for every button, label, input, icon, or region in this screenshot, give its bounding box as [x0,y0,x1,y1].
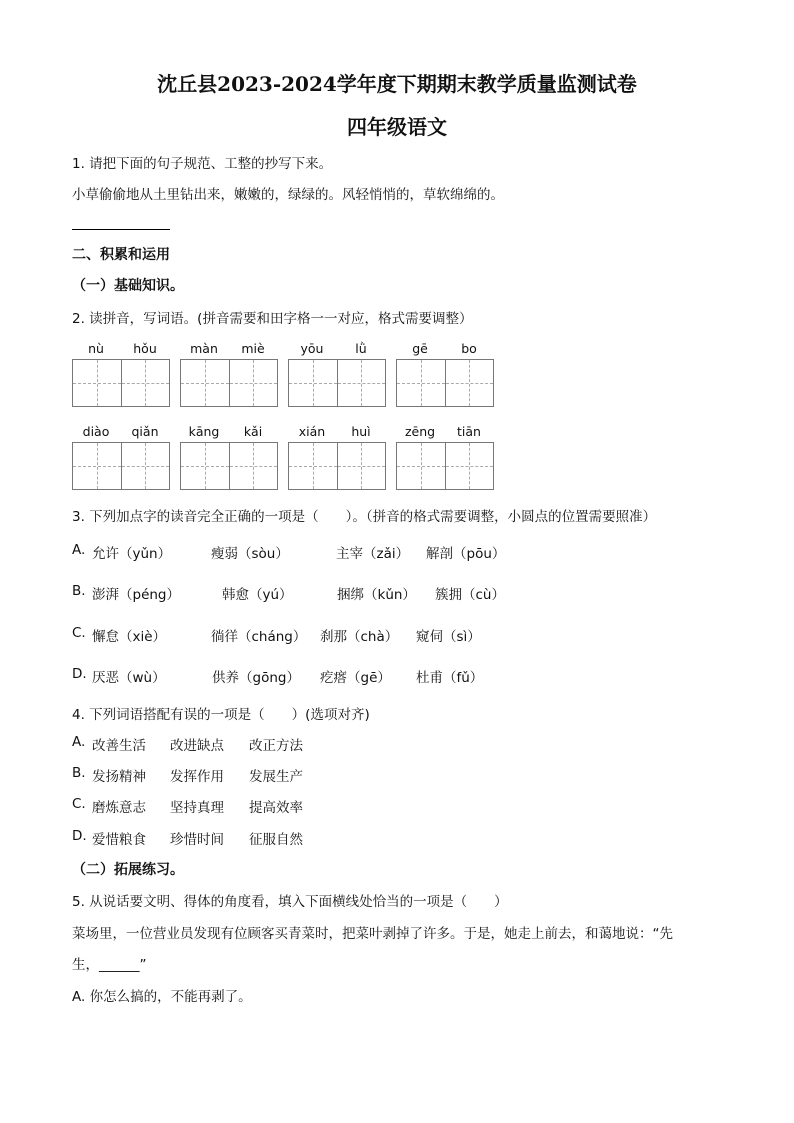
option-word: 徜徉（cháng） [211,629,307,645]
tianzige-grid[interactable] [396,442,494,490]
exam-title: 沈丘县2023-2024学年度下期期末教学质量监测试卷 [157,72,637,96]
q5-passage-line1: 菜场里，一位营业员发现有位顾客买青菜时，把菜叶剥掉了许多。于是，她走上前去，和蔼地说：“先 [72,926,673,942]
option-word: 供养（gōng） [212,670,300,686]
option-word: 簇拥（cù） [435,587,505,603]
option-word: 提高效率 [249,800,303,816]
tianzige-grid[interactable] [180,359,278,407]
option-word: 珍惜时间 [170,832,224,848]
q5-option-a: A. 你怎么搞的，不能再剥了。 [72,989,252,1005]
option-word: 澎湃（péng） [92,587,181,603]
option-word: 磨炼意志 [92,800,146,816]
option-word: 改善生活 [92,738,146,754]
option-word: 杜甫（fǔ） [416,670,484,686]
section2-heading: 二、积累和运用 [72,247,170,263]
pinyin-label: tiān [457,424,481,439]
q2-prompt: 2. 读拼音，写词语。(拼音需要和田字格一一对应，格式需要调整） [72,311,473,327]
pinyin-label: lǜ [355,341,367,356]
option-word: 爱惜粮食 [92,832,146,848]
q1-prompt: 1. 请把下面的句子规范、工整的抄写下来。 [72,156,333,172]
pinyin-label: gē [412,341,428,356]
option-letter: A. [72,734,86,750]
tianzige-grid[interactable] [72,359,170,407]
option-word: 征服自然 [249,832,303,848]
option-word: 改正方法 [249,738,303,754]
q4-prompt: 4. 下列词语搭配有误的一项是（ ）(选项对齐) [72,707,370,723]
answer-line [72,229,170,230]
pinyin-label: nù [88,341,104,356]
option-word: 主宰（zǎi） [336,546,410,562]
pinyin-label: bo [461,341,477,356]
pinyin-label: kāng [188,424,220,439]
tianzige-grid[interactable] [288,442,386,490]
pinyin-label: huì [351,424,371,439]
option-word: 疙瘩（gē） [320,670,391,686]
q5-prompt: 5. 从说话要文明、得体的角度看，填入下面横线处恰当的一项是（ ） [72,894,508,910]
section2-sub2: （二）拓展练习。 [72,862,184,878]
option-word: 发展生产 [249,769,303,785]
option-word: 解剖（pōu） [426,546,506,562]
pinyin-label: diào [82,424,110,439]
option-letter: D. [72,828,87,844]
pinyin-label: qiǎn [131,424,159,439]
tianzige-grid[interactable] [288,359,386,407]
option-word: 发挥作用 [170,769,224,785]
option-letter: C. [72,625,86,641]
tianzige-grid[interactable] [180,442,278,490]
tianzige-grid[interactable] [72,442,170,490]
option-letter: C. [72,796,86,812]
section2-sub1: （一）基础知识。 [72,278,184,294]
pinyin-label: zēng [404,424,436,439]
option-word: 允许（yǔn） [92,546,172,562]
option-word: 改进缺点 [170,738,224,754]
option-letter: B. [72,765,86,781]
option-word: 厌恶（wù） [92,670,166,686]
pinyin-label: yōu [300,341,324,356]
option-letter: A. [72,542,86,558]
pinyin-label: xián [298,424,326,439]
option-word: 刹那（chà） [320,629,399,645]
tianzige-grid[interactable] [396,359,494,407]
option-word: 捆绑（kǔn） [337,587,416,603]
pinyin-label: kǎi [243,424,263,439]
option-word: 发扬精神 [92,769,146,785]
option-word: 窥伺（sì） [416,629,481,645]
option-word: 坚持真理 [170,800,224,816]
option-letter: D. [72,666,87,682]
q5-passage-line2: 生，______” [72,957,147,973]
option-word: 瘦弱（sòu） [211,546,289,562]
option-letter: B. [72,583,86,599]
pinyin-label: màn [190,341,218,356]
pinyin-label: hǒu [133,341,157,356]
pinyin-label: miè [241,341,265,356]
q1-sentence: 小草偷偷地从土里钻出来，嫩嫩的，绿绿的。风轻悄悄的，草软绵绵的。 [72,187,504,203]
option-word: 韩愈（yú） [222,587,293,603]
option-word: 懈怠（xiè） [92,629,167,645]
q3-prompt: 3. 下列加点字的读音完全正确的一项是（ ）。（拼音的格式需要调整，小圆点的位置需要照准） [72,509,657,525]
exam-subtitle: 四年级语文 [347,115,447,139]
